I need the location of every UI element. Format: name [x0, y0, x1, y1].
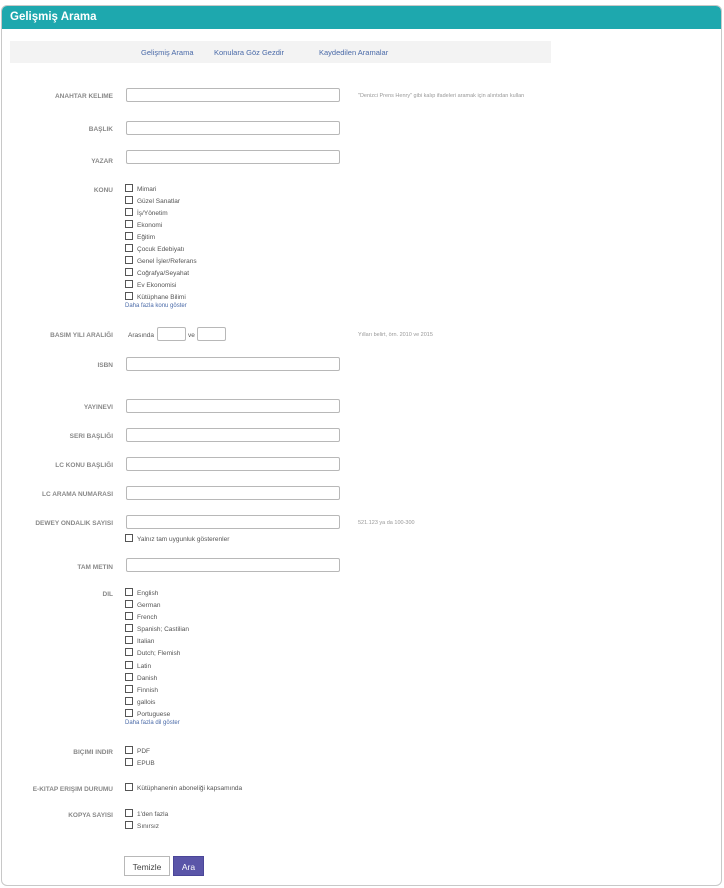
checkbox-icon[interactable]	[125, 809, 133, 817]
language-option[interactable]: Italian	[125, 636, 154, 645]
checkbox-icon[interactable]	[125, 821, 133, 829]
checkbox-icon[interactable]	[125, 184, 133, 192]
checkbox-icon[interactable]	[125, 709, 133, 717]
isbn-input[interactable]	[126, 357, 340, 371]
checkbox-icon[interactable]	[125, 220, 133, 228]
between-text: Arasında	[128, 332, 155, 339]
lc-subject-label: LC KONU BAŞLIĞI	[55, 462, 113, 469]
subject-option[interactable]: Coğrafya/Seyahat	[125, 268, 189, 277]
subject-option[interactable]: Ev Ekonomisi	[125, 280, 176, 289]
tab-browse-subjects[interactable]: Konulara Göz Gezdir	[214, 48, 285, 57]
tab-saved-searches[interactable]: Kaydedilen Aramalar	[319, 48, 389, 57]
copies-label: KOPYA SAYISI	[68, 812, 113, 819]
subject-option[interactable]: Ekonomi	[125, 220, 162, 229]
checkbox-icon[interactable]	[125, 673, 133, 681]
checkbox-icon[interactable]	[125, 612, 133, 620]
ebook-access-label: E-KITAP ERIŞIM DURUMU	[32, 786, 113, 793]
subject-option[interactable]: İş/Yönetim	[125, 208, 168, 217]
format-option[interactable]: EPUB	[125, 758, 155, 767]
checkbox-icon[interactable]	[125, 697, 133, 705]
keyword-label: ANAHTAR KELIME	[54, 93, 113, 100]
checkbox-icon[interactable]	[125, 661, 133, 669]
subject-option[interactable]: Çocuk Edebiyatı	[125, 244, 184, 253]
search-tabs	[10, 41, 551, 63]
checkbox-icon[interactable]	[125, 624, 133, 632]
language-option[interactable]: Latin	[125, 661, 151, 670]
author-input[interactable]	[126, 150, 340, 164]
tab-advanced-search[interactable]: Gelişmiş Arama	[141, 48, 194, 57]
language-option[interactable]: gallois	[125, 697, 155, 706]
checkbox-icon[interactable]	[125, 588, 133, 596]
series-label: SERI BAŞLIĞI	[69, 433, 113, 440]
keyword-hint: "Denizci Prens Henry" gibi kalıp ifadeleri aramak için alıntıdan kullan	[358, 93, 525, 99]
copies-option[interactable]: Sınırsız	[125, 821, 159, 830]
language-option[interactable]: French	[125, 612, 157, 621]
subject-option[interactable]: Genel İşler/Referans	[125, 256, 197, 265]
more-languages-link[interactable]: Daha fazla dil göster	[125, 720, 180, 726]
pubyear-label: BASIM YILI ARALIĞI	[50, 332, 113, 339]
checkbox-icon[interactable]	[125, 636, 133, 644]
language-option[interactable]: Portuguese	[125, 709, 170, 718]
lc-call-input[interactable]	[126, 486, 340, 500]
checkbox-icon[interactable]	[125, 783, 133, 791]
checkbox-icon[interactable]	[125, 256, 133, 264]
checkbox-icon[interactable]	[125, 746, 133, 754]
lc-call-label: LC ARAMA NUMARASI	[41, 491, 113, 498]
subject-option[interactable]: Mimari	[125, 184, 157, 193]
copies-option[interactable]: 1'den fazla	[125, 809, 168, 818]
dewey-input[interactable]	[126, 515, 340, 529]
year-from-input[interactable]	[157, 327, 186, 341]
checkbox-icon[interactable]	[125, 292, 133, 300]
checkbox-icon[interactable]	[125, 232, 133, 240]
subject-option[interactable]: Güzel Sanatlar	[125, 196, 180, 205]
dewey-label: DEWEY ONDALIK SAYISI	[35, 520, 113, 527]
format-label: BIÇIMI INDIR	[73, 749, 113, 756]
format-option[interactable]: PDF	[125, 746, 150, 755]
lc-subject-input[interactable]	[126, 457, 340, 471]
language-option[interactable]: Danish	[125, 673, 157, 682]
isbn-label: ISBN	[97, 362, 113, 369]
checkbox-icon[interactable]	[125, 600, 133, 608]
checkbox-icon[interactable]	[125, 196, 133, 204]
language-option[interactable]: Dutch; Flemish	[125, 648, 180, 657]
pubyear-hint: Yılları belirt, örn. 2010 ve 2015	[358, 332, 433, 338]
panel-title: Gelişmiş Arama	[2, 6, 721, 29]
checkbox-icon[interactable]	[125, 534, 133, 542]
subject-option[interactable]: Kütüphane Bilimi	[125, 292, 186, 301]
dewey-hint: 521.123 ya da 100-300	[358, 520, 415, 526]
checkbox-icon[interactable]	[125, 280, 133, 288]
title-label: BAŞLIK	[88, 126, 113, 133]
publisher-input[interactable]	[126, 399, 340, 413]
language-option[interactable]: English	[125, 588, 158, 597]
fulltext-label: TAM METIN	[77, 564, 113, 571]
series-input[interactable]	[126, 428, 340, 442]
checkbox-icon[interactable]	[125, 648, 133, 656]
clear-button[interactable]: Temizle	[124, 856, 170, 876]
checkbox-icon[interactable]	[125, 268, 133, 276]
language-option[interactable]: German	[125, 600, 160, 609]
checkbox-icon[interactable]	[125, 244, 133, 252]
publisher-label: YAYINEVI	[83, 404, 113, 411]
author-label: YAZAR	[91, 158, 113, 165]
dewey-exact-option[interactable]: Yalnız tam uygunluk gösterenler	[125, 534, 229, 543]
search-button[interactable]: Ara	[173, 856, 204, 876]
language-option[interactable]: Finnish	[125, 685, 158, 694]
language-label: DIL	[102, 591, 113, 598]
checkbox-icon[interactable]	[125, 685, 133, 693]
checkbox-icon[interactable]	[125, 758, 133, 766]
year-to-input[interactable]	[197, 327, 226, 341]
subject-label: KONU	[93, 187, 113, 194]
language-option[interactable]: Spanish; Castilian	[125, 624, 189, 633]
ebook-access-option[interactable]: Kütüphanenin aboneliği kapsamında	[125, 783, 242, 792]
title-input[interactable]	[126, 121, 340, 135]
and-text: ve	[188, 332, 195, 339]
subject-option[interactable]: Eğitim	[125, 232, 155, 241]
advanced-search-panel	[1, 5, 722, 886]
more-subjects-link[interactable]: Daha fazla konu göster	[125, 303, 187, 309]
fulltext-input[interactable]	[126, 558, 340, 572]
checkbox-icon[interactable]	[125, 208, 133, 216]
keyword-input[interactable]	[126, 88, 340, 102]
